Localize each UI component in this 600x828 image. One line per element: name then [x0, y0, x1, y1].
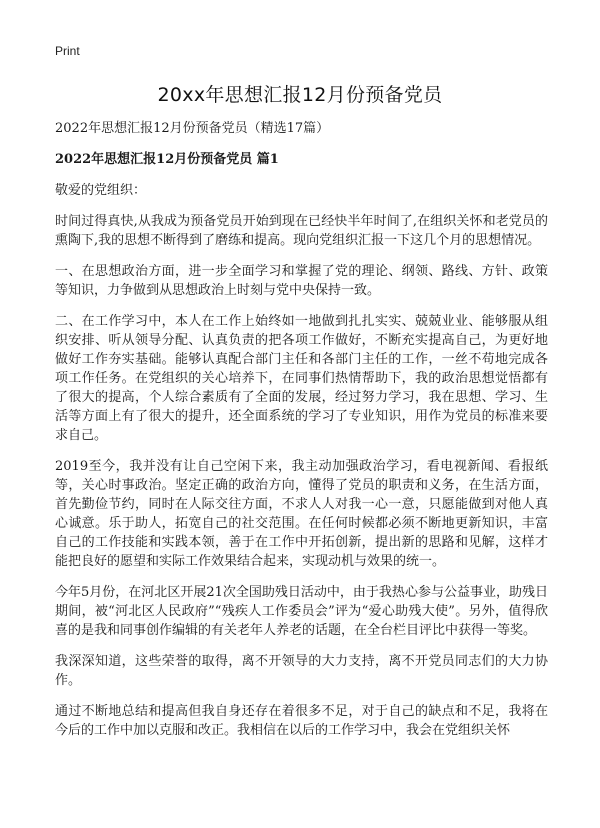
document-title: 20xx年思想汇报12月份预备党员	[157, 84, 443, 106]
print-link[interactable]: Print	[55, 44, 80, 58]
section-heading: 2022年思想汇报12月份预备党员 篇1	[55, 152, 279, 167]
body-paragraph: 2019至今，我并没有让自己空闲下来，我主动加强政治学习，看电视新闻、看报纸等，关心时事政治。坚定正确的政治方向，懂得了党员的职责和义务，在生活方面，首先勤俭节约，同时在人际交往方面，不求人人对我一心一意，只愿能做到对他人真心诚意。乐于助人，拓宽自己的社交范围。在任何时候都必须不断地更新知识，丰富自己的工作技能和实践本领，善于在工作中开拓创新，提出新的思路和见解，这样才能把良好的愿望和实际工作效果结合起来，实现动机与效果的统一。	[55, 459, 548, 569]
body-paragraph: 通过不断地总结和提高但我自身还存在着很多不足，对于自己的缺点和不足，我将在今后的工作中加以克服和改正。我相信在以后的工作学习中，我会在党组织关怀	[55, 704, 548, 738]
body-paragraph: 我深深知道，这些荣誉的取得，离不开领导的大力支持，离不开党员同志们的大力协作。	[55, 654, 548, 688]
document-body	[55, 119, 548, 752]
body-paragraph: 一、在思想政治方面，进一步全面学习和掌握了党的理论、纲领、路线、方针、政策等知识，力争做到从思想政治上时刻与党中央保持一致。	[55, 264, 548, 298]
salutation: 敬爱的党组织：	[55, 183, 147, 198]
body-paragraph: 时间过得真快,从我成为预备党员开始到现在已经快半年时间了,在组织关怀和老党员的熏陶下,我的思想不断得到了磨练和提高。现向党组织汇报一下这几个月的思想情况。	[55, 214, 548, 248]
body-paragraph: 二、在工作学习中，本人在工作上始终如一地做到扎扎实实、兢兢业业、能够服从组织安排、听从领导分配、认真负责的把各项工作做好，不断充实提高自己，为更好地做好工作夯实基础。能够认真配合部门主任和各部门主任的工作，一丝不苟地完成各项工作任务。在党组织的关心培养下，在同事们热情帮助下，我的政治思想觉悟都有了很大的提高，个人综合素质有了全面的发展，经过努力学习，我在思想、学习、生活等方面上有了很大的提升，还全面系统的学习了专业知识，用作为党员的标准来要求自己。	[55, 314, 548, 443]
document-subtitle: 2022年思想汇报12月份预备党员（精选17篇）	[55, 121, 330, 136]
body-paragraph: 今年5月份，在河北区开展21次全国助残日活动中，由于我热心参与公益事业，助残日期间，被“河北区人民政府”“残疾人工作委员会”评为“爱心助残大使”。另外，值得欣喜的是我和同事创作编辑的有关老年人养老的话题，在全台栏目评比中获得一等奖。	[55, 585, 548, 638]
